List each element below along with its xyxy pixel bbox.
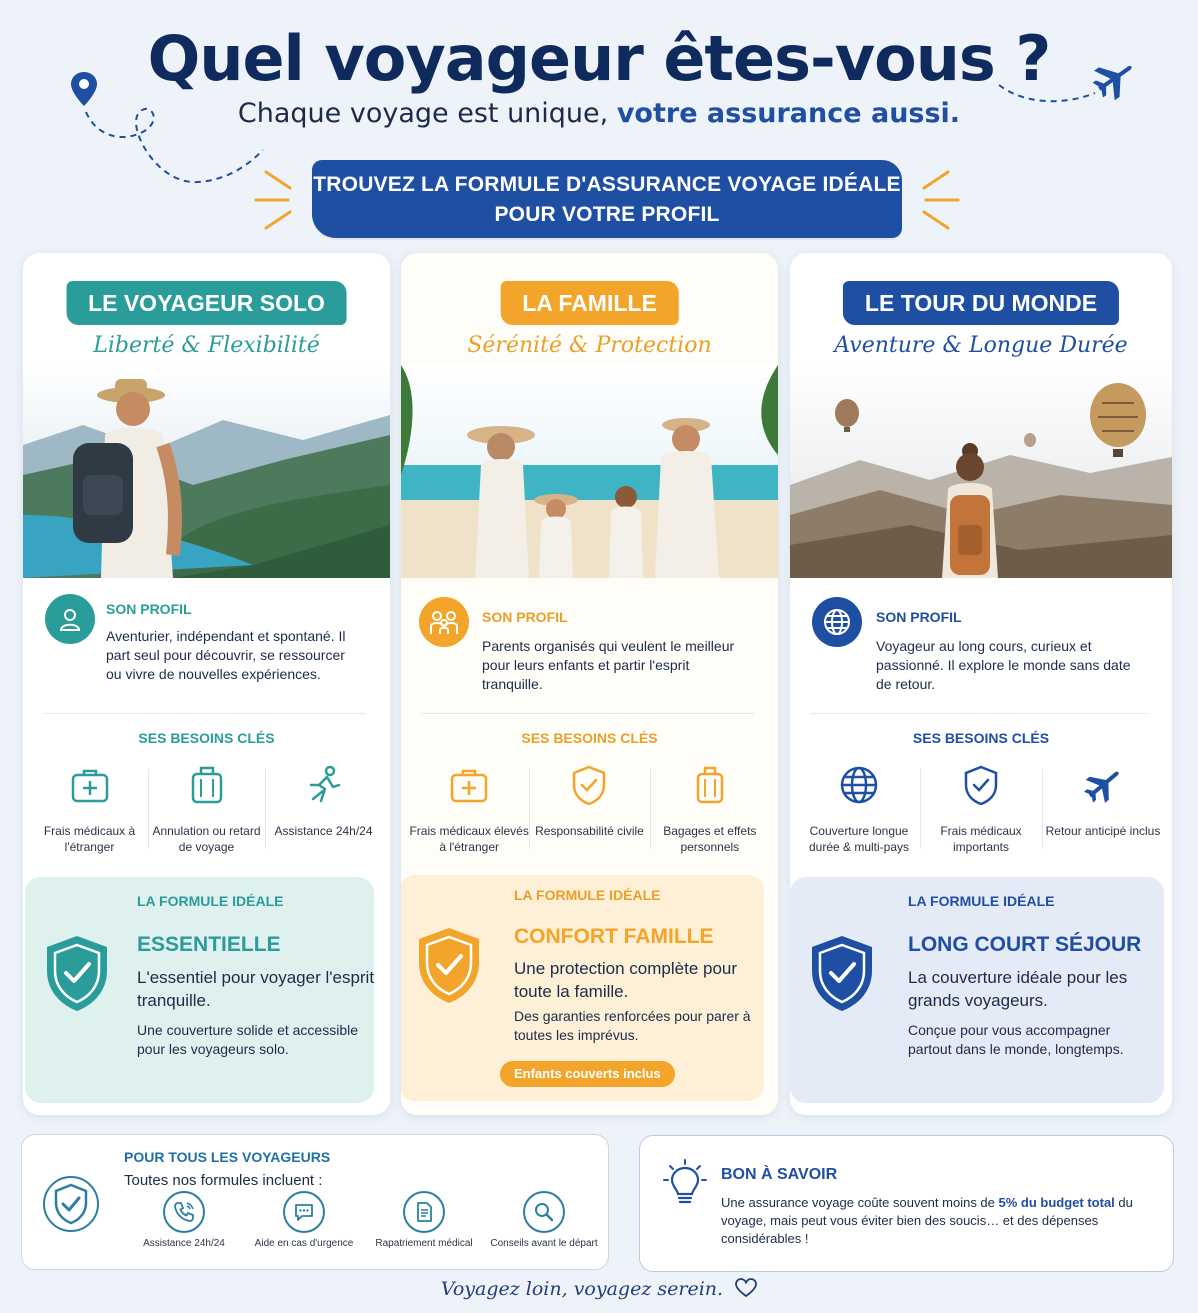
globe-icon (812, 597, 862, 647)
divider (43, 713, 366, 714)
included-feature (124, 1191, 244, 1251)
family-icon (419, 597, 469, 647)
need-item (409, 763, 529, 855)
luggage-icon (148, 763, 265, 807)
globe-icon (798, 763, 920, 807)
formula-label: LA FORMULE IDÉALE (514, 887, 661, 903)
formula-name: ESSENTIELLE (137, 933, 281, 956)
need-item (1042, 763, 1164, 855)
magnifier-icon (523, 1191, 565, 1233)
need-item (265, 763, 382, 855)
formula-sub: Conçue pour vous accompagner partout dans le monde, longtemps. (908, 1022, 1124, 1057)
ideal-formula-panel (790, 877, 1164, 1103)
needs-list (409, 763, 770, 855)
need-label: Frais médicaux élevés à l'étranger (409, 824, 529, 854)
needs-title: SES BESOINS CLÉS (912, 730, 1050, 746)
profile-title: SON PROFIL (876, 609, 962, 625)
medical-kit-icon (409, 763, 529, 807)
budget-highlight: 5% du budget total (998, 1195, 1115, 1210)
feature-label: Conseils avant le départ (490, 1238, 598, 1249)
lightbulb-icon (662, 1158, 708, 1208)
need-label: Responsabilité civile (535, 824, 644, 838)
all-travelers-title: POUR TOUS LES VOYAGEURS (124, 1149, 331, 1165)
card-tag: LA FAMILLE (500, 281, 679, 325)
card-tag: LE VOYAGEUR SOLO (66, 281, 347, 325)
card-tagline: Aventure & Longue Durée (834, 333, 1128, 358)
needs-list (31, 763, 382, 855)
need-item (529, 763, 649, 855)
formula-label: LA FORMULE IDÉALE (137, 893, 284, 909)
included-feature (484, 1191, 604, 1251)
page-title: Quel voyageur êtes-vous ? (147, 22, 1051, 95)
good-to-know-text (721, 1194, 1141, 1248)
formula-name: CONFORT FAMILLE (514, 925, 714, 948)
divider (810, 713, 1148, 714)
world-tour-photo (790, 365, 1172, 578)
profile-title: SON PROFIL (482, 609, 568, 625)
feature-label: Assistance 24h/24 (143, 1238, 225, 1249)
need-item (798, 763, 920, 855)
formula-label: LA FORMULE IDÉALE (908, 893, 1055, 909)
ideal-formula-panel (401, 875, 764, 1101)
formula-main: La couverture idéale pour les grands voyageurs. (908, 968, 1128, 1010)
shield-check-icon (529, 763, 649, 807)
all-travelers-panel (21, 1134, 609, 1270)
all-travelers-subtitle: Toutes nos formules incluent : (124, 1172, 323, 1189)
banner-line-1: TROUVEZ LA FORMULE D'ASSURANCE VOYAGE IDÉALE (313, 173, 901, 196)
subtitle-text: Chaque voyage est unique, (237, 98, 609, 129)
card-family (401, 253, 778, 1115)
card-world-tour (790, 253, 1172, 1115)
phone-icon (163, 1191, 205, 1233)
footer-slogan (0, 1278, 1198, 1300)
feature-label: Rapatriement médical (375, 1238, 473, 1249)
medical-kit-icon (31, 763, 148, 807)
family-beach-photo (401, 365, 778, 578)
shield-check-icon (808, 933, 876, 1013)
shield-check-icon (920, 763, 1042, 807)
card-solo-traveler (23, 253, 390, 1115)
good-to-know-text-end: du voyage, mais peut vous éviter bien des soucis… et des dépenses considérables ! (721, 1195, 1133, 1246)
profile-text: Aventurier, indépendant et spontané. Il part seul pour découvrir, se ressourcer ou vivre de nouvelles expériences. (106, 628, 346, 682)
page-subtitle (0, 98, 1198, 129)
suitcase-icon (650, 763, 770, 807)
formula-main: Une protection complète pour toute la famille. (514, 959, 738, 1001)
children-covered-badge: Enfants couverts inclus (500, 1061, 675, 1087)
needs-list (798, 763, 1164, 855)
need-item (650, 763, 770, 855)
subtitle-accent: votre assurance aussi. (616, 98, 961, 129)
good-to-know-title: BON À SAVOIR (721, 1166, 838, 1183)
need-label: Couverture longue durée & multi-pays (808, 824, 910, 854)
need-item (920, 763, 1042, 855)
profile-banner (312, 160, 902, 238)
card-tag: LE TOUR DU MONDE (843, 281, 1119, 325)
need-label: Frais médicaux importants (940, 824, 1022, 854)
solo-traveler-photo (23, 365, 390, 578)
airplane-icon (1042, 763, 1164, 807)
need-item (148, 763, 265, 855)
running-person-icon (265, 763, 382, 807)
need-label: Retour anticipé inclus (1045, 824, 1161, 838)
included-features-list (124, 1191, 604, 1251)
need-label: Frais médicaux à l'étranger (43, 824, 136, 854)
divider (421, 713, 754, 714)
need-label: Bagages et effets personnels (663, 824, 757, 854)
included-feature (364, 1191, 484, 1251)
formula-main: L'essentiel pour voyager l'esprit tranquille. (137, 968, 375, 1010)
formula-sub: Une couverture solide et accessible pour les voyageurs solo. (137, 1022, 359, 1057)
profile-text: Parents organisés qui veulent le meilleur pour leurs enfants et partir l'esprit tranquille. (482, 638, 735, 692)
feature-label: Aide en cas d'urgence (254, 1238, 354, 1249)
formula-sub: Des garanties renforcées pour parer à toutes les imprévus. (514, 1008, 751, 1043)
card-tagline: Liberté & Flexibilité (93, 333, 320, 358)
card-tagline: Sérénité & Protection (467, 333, 712, 358)
good-to-know-panel (639, 1135, 1174, 1272)
profile-title: SON PROFIL (106, 601, 192, 617)
shield-check-icon (43, 933, 111, 1013)
need-label: Assistance 24h/24 (274, 824, 373, 838)
need-item (31, 763, 148, 855)
rays-decoration-left (252, 166, 296, 236)
good-to-know-text-start: Une assurance voyage coûte souvent moins de (721, 1195, 995, 1210)
document-icon (403, 1191, 445, 1233)
rays-decoration-right (918, 166, 962, 236)
chat-icon (283, 1191, 325, 1233)
included-feature (244, 1191, 364, 1251)
shield-check-icon (415, 925, 483, 1005)
needs-title: SES BESOINS CLÉS (138, 730, 275, 746)
shield-check-icon (42, 1175, 100, 1233)
need-label: Annulation ou retard de voyage (152, 824, 261, 854)
footer-text: Voyagez loin, voyagez serein. (440, 1278, 724, 1300)
banner-line-2: POUR VOTRE PROFIL (494, 203, 720, 226)
person-icon (45, 594, 95, 644)
needs-title: SES BESOINS CLÉS (521, 730, 658, 746)
ideal-formula-panel (25, 877, 374, 1103)
formula-name: LONG COURT SÉJOUR (908, 933, 1142, 956)
heart-icon (735, 1278, 757, 1298)
profile-text: Voyageur au long cours, curieux et passionné. Il explore le monde sans date de retour. (876, 638, 1131, 692)
